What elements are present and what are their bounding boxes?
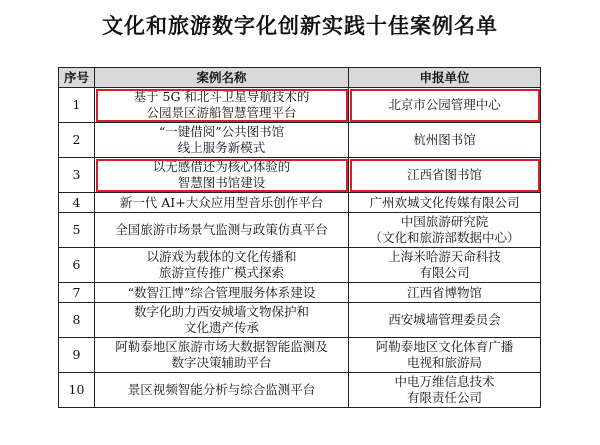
row-number: 10	[59, 373, 95, 408]
table-row	[59, 158, 541, 193]
row-number: 6	[59, 248, 95, 283]
table-row	[59, 373, 541, 408]
case-name-line: 数字决策辅助平台	[171, 355, 272, 370]
row-number: 4	[59, 193, 95, 213]
row-case-name	[95, 88, 349, 123]
applicant-unit-line: 北京市公园管理中心	[388, 97, 501, 112]
row-applicant-unit	[349, 158, 541, 193]
row-number: 2	[59, 123, 95, 158]
row-case-name	[95, 213, 349, 248]
table-row	[59, 248, 541, 283]
case-name-line: “数智江博”综合管理服务体系建设	[127, 284, 316, 300]
applicant-unit-line: 上海米哈游天命科技	[388, 249, 501, 264]
row-case-name	[95, 193, 349, 213]
table-row	[59, 303, 541, 338]
case-name-line: “一键借阅”公共图书馆	[158, 124, 285, 139]
row-applicant-unit	[349, 248, 541, 283]
applicant-unit-line: 中电万维信息技术	[394, 374, 495, 389]
case-name-line: 以无感借还为核心体验的	[152, 159, 291, 174]
case-name-line: 阿勒泰地区旅游市场大数据智能监测及	[115, 339, 328, 354]
table-row	[59, 283, 541, 303]
row-applicant-unit	[349, 213, 541, 248]
case-name-line: 数字化助力西安城墙文物保护和	[133, 304, 309, 319]
case-name-line: 线上服务新模式	[177, 140, 266, 155]
applicant-unit-line: 广州欢城文化传媒有限公司	[369, 194, 520, 210]
row-applicant-unit	[349, 193, 541, 213]
row-number: 1	[59, 88, 95, 123]
row-case-name	[95, 283, 349, 303]
table-row	[59, 88, 541, 123]
case-name-line: 旅游宣传推广模式探索	[158, 265, 284, 280]
row-number: 5	[59, 213, 95, 248]
applicant-unit-line: 江西省图书馆	[406, 167, 482, 182]
applicant-unit-line: 西安城墙管理委员会	[388, 312, 501, 327]
row-case-name	[95, 158, 349, 193]
row-number: 7	[59, 283, 95, 303]
row-applicant-unit	[349, 338, 541, 373]
row-applicant-unit	[349, 123, 541, 158]
table-header-row	[59, 68, 541, 88]
case-name-line: 以游戏为载体的文化传播和	[146, 249, 297, 264]
applicant-unit-line: 中国旅游研究院	[400, 214, 489, 229]
table-row	[59, 338, 541, 373]
row-applicant-unit	[349, 303, 541, 338]
case-name-line: 基于 5G 和北斗卫星导航技术的	[133, 89, 310, 104]
header-case-name: 案例名称	[95, 68, 349, 88]
applicant-unit-line: 杭州图书馆	[413, 132, 476, 147]
case-list-table	[58, 67, 541, 408]
table-row	[59, 213, 541, 248]
row-number: 9	[59, 338, 95, 373]
case-name-line: 新一代 AI+大众应用型音乐创作平台	[119, 194, 324, 210]
page-title: 文化和旅游数字化创新实践十佳案例名单	[102, 14, 498, 38]
row-case-name	[95, 248, 349, 283]
case-name-line: 文化遗产传承	[183, 320, 259, 335]
applicant-unit-line: （文化和旅游部数据中心）	[369, 230, 520, 245]
table-row	[59, 193, 541, 213]
row-applicant-unit	[349, 283, 541, 303]
applicant-unit-line: 阿勒泰地区文化体育广播	[375, 339, 514, 354]
row-case-name	[95, 123, 349, 158]
applicant-unit-line: 江西省博物馆	[406, 284, 482, 300]
row-applicant-unit	[349, 88, 541, 123]
applicant-unit-line: 有限公司	[419, 265, 470, 280]
applicant-unit-line: 电视和旅游局	[406, 355, 482, 370]
table-row	[59, 123, 541, 158]
row-number: 3	[59, 158, 95, 193]
case-name-line: 智慧图书馆建设	[177, 175, 266, 190]
case-name-line: 公园景区游船智慧管理平台	[146, 105, 297, 120]
row-case-name	[95, 303, 349, 338]
header-applicant-unit: 申报单位	[349, 68, 541, 88]
row-case-name	[95, 338, 349, 373]
row-case-name	[95, 373, 349, 408]
case-name-line: 全国旅游市场景气监测与政策仿真平台	[115, 222, 328, 237]
case-name-line: 景区视频智能分析与综合监测平台	[127, 382, 316, 397]
applicant-unit-line: 有限责任公司	[406, 390, 482, 405]
header-number: 序号	[59, 68, 95, 88]
row-number: 8	[59, 303, 95, 338]
row-applicant-unit	[349, 373, 541, 408]
